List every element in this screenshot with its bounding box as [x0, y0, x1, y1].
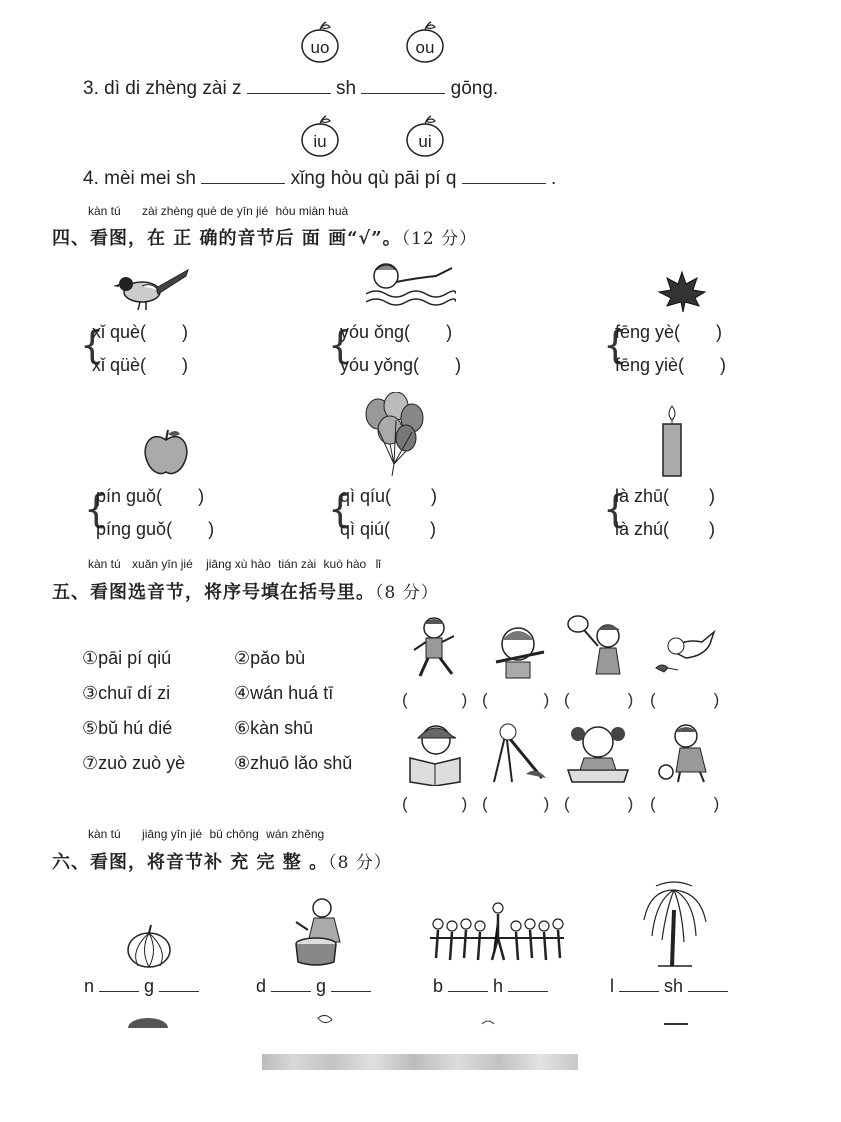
option-group-magpie [92, 322, 188, 376]
brace-icon: { [84, 487, 109, 531]
option-b[interactable]: xǐ qüè( ) [92, 355, 189, 375]
option-a[interactable]: pín guǒ( ) [96, 486, 205, 506]
girl-net-picture [564, 612, 632, 684]
option-item: ⑥kàn shū [234, 718, 314, 738]
answer-blank[interactable] [462, 169, 546, 184]
girl-writing-picture [564, 720, 632, 784]
option-group-balloons [340, 486, 437, 540]
answer-blank[interactable] [508, 977, 548, 992]
vowel-label: uo [310, 38, 330, 57]
question-text: mèi mei sh [104, 168, 196, 189]
cat-mouse-picture [650, 624, 720, 680]
apple-picture [142, 426, 190, 478]
apple-vowel-ou [405, 20, 445, 60]
question-number: 4. [83, 168, 99, 189]
swimming-boy-picture [366, 258, 456, 308]
fill-item-pumpkin: n g [84, 976, 199, 997]
answer-paren[interactable]: ( ) [564, 794, 634, 813]
pinyin-annotation: lǐ [375, 557, 381, 571]
vowel-label: iu [313, 132, 327, 151]
pinyin-annotation: hòu miàn huà [275, 204, 349, 218]
fill-item-tug: b h [433, 976, 548, 997]
pinyin-annotation: wán zhěng [266, 827, 325, 841]
option-item: ④wán huá tī [234, 683, 334, 703]
apple-vowel-iu [300, 114, 340, 154]
section-title: 五、看图选音节，将序号填在括号里。 [52, 582, 375, 603]
apple-vowel-uo [300, 20, 340, 60]
fill-item-drum: d g [256, 976, 371, 997]
pinyin-annotation: kàn tú [88, 204, 121, 218]
girl-ball-picture [656, 720, 714, 784]
answer-blank[interactable] [99, 977, 139, 992]
brace-icon: { [328, 487, 353, 531]
section4-pinyin [88, 204, 348, 218]
option-item: ③chuī dí zi [82, 683, 171, 703]
balloons-picture [360, 392, 426, 478]
answer-blank[interactable] [271, 977, 311, 992]
fill-item-willow: l sh [610, 976, 728, 997]
answer-blank[interactable] [159, 977, 199, 992]
option-item: ①pāi pí qiú [82, 648, 172, 668]
boy-reading-picture [406, 720, 464, 786]
section5-pinyin [88, 557, 381, 571]
answer-blank[interactable] [331, 977, 371, 992]
vowel-label: ui [418, 132, 432, 151]
candle-picture [656, 404, 688, 478]
answer-paren[interactable]: ( ) [564, 690, 634, 709]
brace-icon: { [80, 323, 105, 367]
option-item: ⑦zuò zuò yè [82, 753, 186, 773]
option-group-apple [96, 486, 214, 540]
maple-leaf-picture [657, 270, 707, 314]
option-a[interactable]: fēng yè( ) [615, 322, 723, 342]
brace-icon: { [603, 323, 628, 367]
pinyin-annotation: kàn tú [88, 827, 121, 841]
option-a[interactable]: xǐ què( ) [92, 322, 189, 342]
answer-blank[interactable] [247, 79, 331, 94]
pinyin-annotation: zài zhèng què de yīn jié [142, 204, 269, 218]
section-score: （8 分） [375, 583, 439, 603]
answer-paren[interactable]: ( ) [402, 690, 468, 709]
option-b[interactable]: yóu yǒng( ) [340, 355, 462, 375]
option-group-candle [615, 486, 715, 540]
pinyin-annotation: bǔ chōng [209, 827, 259, 841]
question-number: 3. [83, 78, 99, 99]
option-group-swim [340, 322, 461, 376]
boy-flute-picture [492, 622, 548, 682]
answer-blank[interactable] [688, 977, 728, 992]
question-text: xǐng hòu qù pāi pí q [290, 168, 457, 189]
question-text: gōng. [450, 78, 499, 99]
option-b[interactable]: fēng yiè( ) [615, 355, 727, 375]
section-score: （12 分） [401, 229, 478, 249]
magpie-picture [112, 264, 192, 314]
answer-paren[interactable]: ( ) [482, 794, 550, 813]
pinyin-annotation: xuǎn yīn jié [132, 557, 193, 571]
blurred-footer [262, 1054, 578, 1070]
answer-paren[interactable]: ( ) [482, 690, 550, 709]
option-b[interactable]: qì qiú( ) [340, 519, 437, 539]
pumpkin-picture [126, 922, 172, 970]
clipped-pictures-icon [0, 1014, 841, 1028]
pinyin-annotation: jiāng yīn jié [142, 827, 203, 841]
willow-tree-picture [636, 880, 712, 968]
child-slide-picture [486, 722, 548, 784]
section5-heading [52, 578, 439, 604]
option-group-leaf [615, 322, 726, 376]
option-item: ⑤bǔ hú dié [82, 718, 173, 738]
section-title: 四、看图，在 正 确的音节后 面 画“√”。 [52, 228, 402, 249]
drummer-picture [290, 896, 352, 968]
option-b[interactable]: là zhú( ) [615, 519, 716, 539]
vowel-label: ou [415, 38, 435, 57]
section-score: （8 分） [328, 853, 392, 873]
pinyin-annotation: tián zài [278, 557, 317, 571]
section6-pinyin [88, 827, 324, 841]
question-4 [83, 168, 556, 190]
answer-blank[interactable] [201, 169, 285, 184]
question-text: . [550, 168, 557, 189]
section4-heading [52, 224, 477, 250]
question-text: sh [336, 78, 357, 99]
option-a[interactable]: yóu ǒng( ) [340, 322, 453, 342]
answer-blank[interactable] [619, 977, 659, 992]
answer-blank[interactable] [361, 79, 445, 94]
brace-icon: { [603, 487, 628, 531]
pinyin-annotation: jiāng xù hào [206, 557, 271, 571]
tug-of-war-picture [426, 898, 568, 968]
clipped-picture-row [0, 1014, 841, 1028]
option-item: ⑧zhuō lǎo shǔ [234, 753, 353, 773]
option-a[interactable]: là zhū( ) [615, 486, 716, 506]
option-b[interactable]: píng guǒ( ) [96, 519, 215, 539]
section-title: 六、看图，将音节补 充 完 整 。 [52, 852, 329, 873]
girl-running-picture [410, 614, 462, 684]
answer-blank[interactable] [448, 977, 488, 992]
question-3 [83, 78, 498, 100]
pinyin-annotation: kàn tú [88, 557, 121, 571]
question-text: dì di zhèng zài z [104, 78, 242, 99]
answer-paren[interactable]: ( ) [650, 794, 720, 813]
pinyin-annotation: kuò hào [323, 557, 367, 571]
answer-paren[interactable]: ( ) [650, 690, 720, 709]
apple-vowel-ui [405, 114, 445, 154]
section6-heading [52, 848, 392, 874]
brace-icon: { [328, 323, 353, 367]
option-item: ②pǎo bù [234, 648, 306, 668]
option-a[interactable]: qì qíu( ) [340, 486, 438, 506]
answer-paren[interactable]: ( ) [402, 794, 468, 813]
